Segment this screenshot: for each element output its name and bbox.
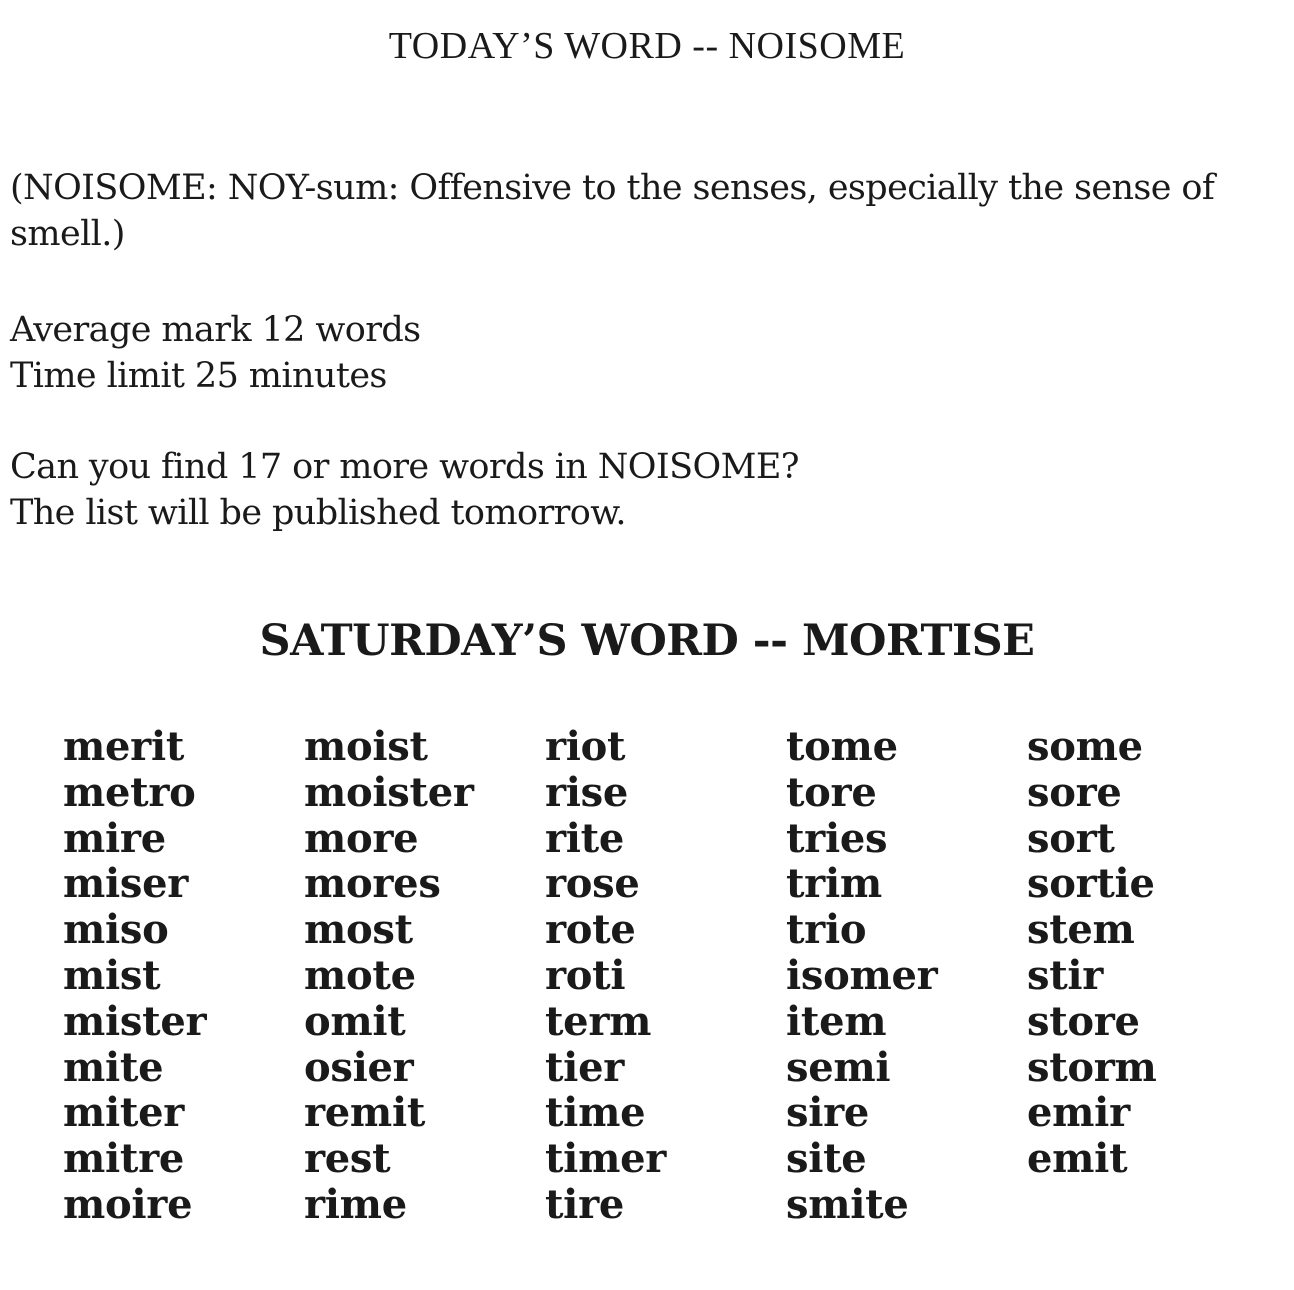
word-column	[786, 724, 1026, 1228]
answer-word: trim	[786, 860, 882, 908]
answer-word: more	[304, 814, 419, 862]
answer-word: rose	[545, 860, 640, 908]
answer-word: trio	[786, 906, 867, 954]
answer-word: mite	[63, 1043, 164, 1091]
definition-line: (NOISOME: NOY-sum: Offensive to the senses, especially the sense of	[10, 168, 1215, 208]
answer-word: roti	[545, 951, 626, 999]
average-mark: Average mark 12 words	[10, 310, 421, 350]
answer-word: some	[1027, 723, 1143, 770]
answer-word: osier	[304, 1043, 414, 1091]
challenge-question: Can you find 17 or more words in NOISOME?	[10, 447, 799, 487]
answer-word: rote	[545, 906, 636, 954]
answer-word: tire	[545, 1180, 624, 1228]
saturdays-word-title: SATURDAY’S WORD -- MORTISE	[259, 616, 1035, 666]
answer-word: sore	[1027, 768, 1122, 816]
word-column	[1027, 724, 1267, 1182]
challenge-text	[10, 444, 1270, 536]
answer-word: semi	[786, 1043, 891, 1091]
answer-word: time	[545, 1089, 646, 1137]
answer-word: omit	[304, 997, 406, 1045]
answer-word: store	[1027, 997, 1140, 1045]
answer-word: miso	[63, 906, 169, 954]
answer-word: tome	[786, 723, 898, 770]
answer-word: tries	[786, 814, 888, 862]
answer-word: sortie	[1027, 860, 1155, 908]
answer-word: mire	[63, 814, 166, 862]
answer-word: riot	[545, 723, 626, 770]
answer-word: sort	[1027, 814, 1115, 862]
answer-word: miter	[63, 1089, 185, 1137]
answer-word: smite	[786, 1180, 909, 1228]
answer-word: rest	[304, 1135, 391, 1183]
answer-word: mist	[63, 951, 161, 999]
answer-word: emir	[1027, 1089, 1130, 1137]
answer-word: storm	[1027, 1043, 1157, 1091]
answer-word: emit	[1027, 1135, 1128, 1183]
answer-word: mister	[63, 997, 207, 1045]
answer-word: moire	[63, 1180, 193, 1228]
answer-word: mores	[304, 860, 441, 908]
answer-word: mote	[304, 951, 416, 999]
answer-word: stir	[1027, 951, 1104, 999]
puzzle-stats	[10, 307, 1270, 399]
answer-word: miser	[63, 860, 189, 908]
answer-word: tore	[786, 768, 877, 816]
definition-line: smell.)	[10, 214, 125, 254]
word-column	[63, 724, 303, 1228]
answer-word: rise	[545, 768, 629, 816]
answer-word: moister	[304, 768, 474, 816]
word-column	[304, 724, 544, 1228]
word-column	[545, 724, 785, 1228]
answer-word-list	[63, 723, 1283, 1228]
answer-word: most	[304, 906, 413, 954]
answer-word: item	[786, 997, 887, 1045]
answer-word: site	[786, 1135, 867, 1183]
answer-word: mitre	[63, 1135, 185, 1183]
answer-word: metro	[63, 768, 196, 816]
answer-word: sire	[786, 1089, 870, 1137]
answer-word: stem	[1027, 906, 1135, 954]
answer-word: rite	[545, 814, 624, 862]
answer-word: rime	[304, 1180, 407, 1228]
definition	[10, 165, 1270, 257]
answer-word: merit	[63, 723, 185, 770]
publish-note: The list will be published tomorrow.	[10, 493, 626, 533]
answer-word: term	[545, 997, 652, 1045]
answer-word: moist	[304, 723, 428, 770]
answer-word: remit	[304, 1089, 426, 1137]
time-limit: Time limit 25 minutes	[10, 356, 387, 396]
answer-word: isomer	[786, 951, 938, 999]
todays-word-title: TODAY’S WORD -- NOISOME	[388, 25, 906, 67]
answer-word: tier	[545, 1043, 624, 1091]
answer-word: timer	[545, 1135, 667, 1183]
